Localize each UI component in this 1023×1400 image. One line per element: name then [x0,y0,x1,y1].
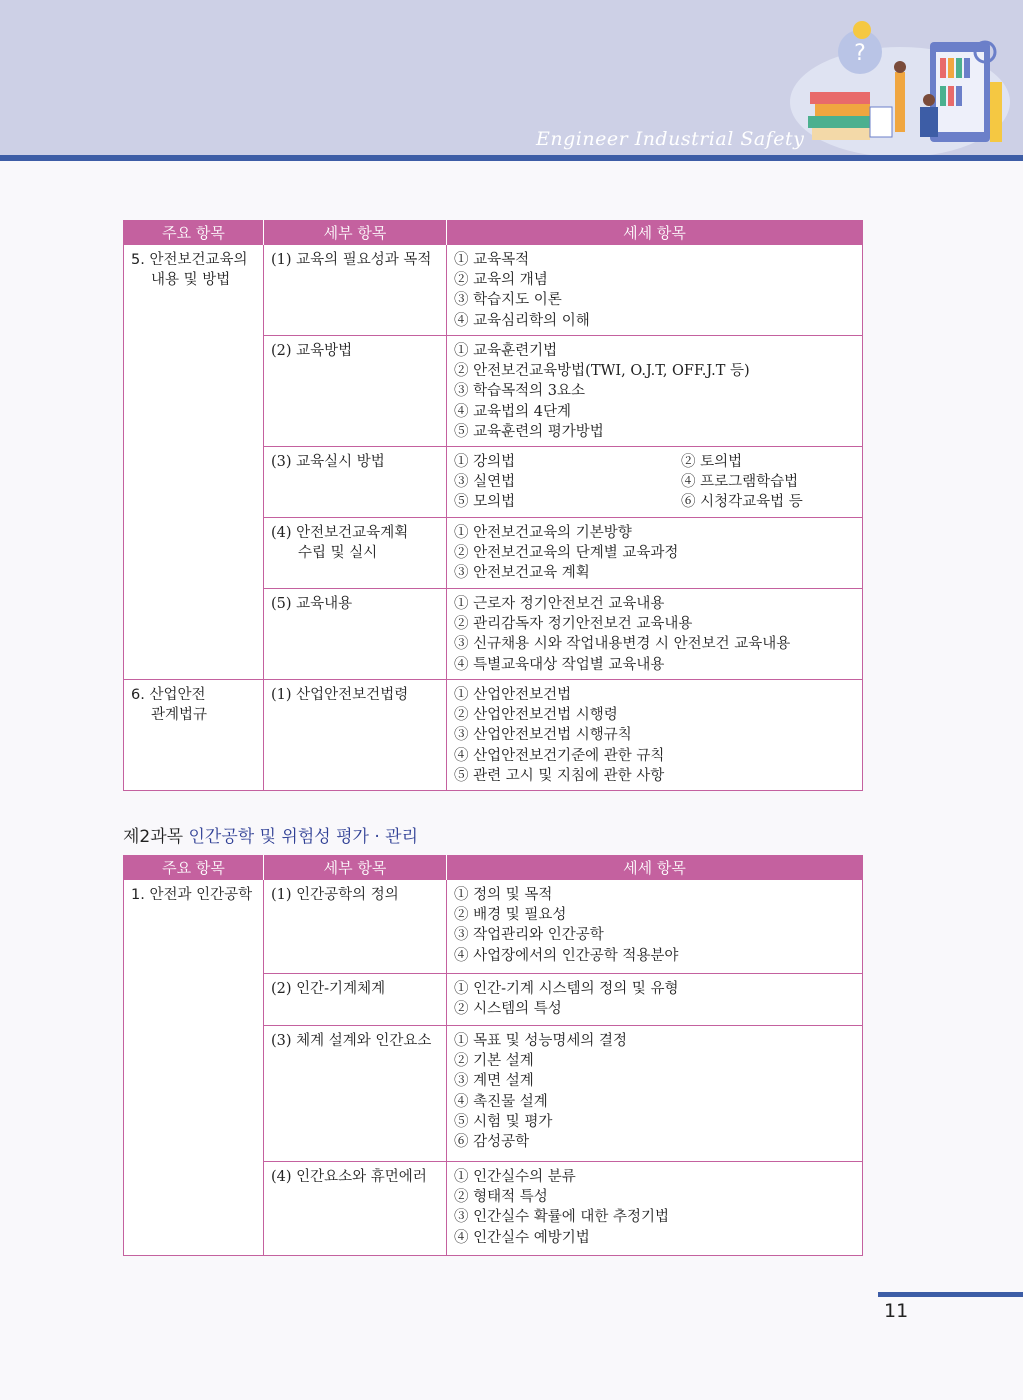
detail-item: ① 산업안전보건법 [454,687,572,704]
detail-item: ① 안전보건교육의 기본방향 [454,525,632,542]
sub-item-label: (4) 인간요소와 휴먼에러 [271,1169,427,1185]
detail-item-cell [447,880,863,974]
main-item-cell [124,880,264,1256]
detail-item: ② 관리감독자 정기안전보건 교육내용 [454,616,693,633]
sub-item-cell [264,680,447,791]
header-sub-item: 세부 항목 [264,220,447,245]
table-header-row [124,220,863,245]
detail-item: ① 정의 및 목적 [454,887,553,903]
detail-item: ④ 프로그램학습법 [681,474,799,491]
detail-grid [454,452,856,472]
syllabus-table-1 [123,220,863,791]
table-header-row [124,855,863,880]
table-row [124,680,863,791]
detail-item: ③ 산업안전보건법 시행규칙 [454,727,632,744]
sub-item-cell [264,447,447,518]
detail-item: ② 형태적 특성 [454,1189,548,1206]
header-main-item: 주요 항목 [124,220,264,245]
detail-item: ③ 학습목적의 3요소 [454,383,585,400]
detail-item: ③ 실연법 [454,474,516,491]
detail-item: ① 인간실수의 분류 [454,1169,576,1185]
main-item-cell [124,680,264,791]
main-item-label: 관계법규 [151,707,208,724]
study-illustration [780,12,1020,158]
detail-item: ③ 작업관리와 인간공학 [454,927,604,944]
main-item-label: 6. 산업안전 [131,687,206,704]
table-row [124,245,863,336]
detail-item: ③ 신규채용 시와 작업내용변경 시 안전보건 교육내용 [454,636,791,653]
detail-item: ⑥ 시청각교육법 등 [681,494,803,511]
main-item-label: 1. 안전과 인간공학 [131,887,253,903]
sub-item-label: (1) 산업안전보건법령 [271,687,409,704]
detail-item: ② 기본 설계 [454,1053,534,1070]
sub-item-cell [264,589,447,680]
detail-item-cell [447,589,863,680]
detail-item-cell [447,1026,863,1162]
detail-item: ⑤ 관련 고시 및 지침에 관한 사항 [454,767,665,784]
sub-item-label: (3) 체계 설계와 인간요소 [271,1033,432,1049]
detail-item-cell [447,1162,863,1256]
sub-item-cell [264,518,447,589]
header-title: Engineer Industrial Safety [536,128,805,150]
detail-item-cell [447,245,863,336]
detail-item: ① 인간-기계 시스템의 정의 및 유형 [454,981,679,997]
detail-item: ① 목표 및 성능명세의 결정 [454,1033,628,1049]
subject-heading [123,822,418,847]
main-item-label: 5. 안전보건교육의 [131,252,248,268]
detail-item: ② 교육의 개념 [454,272,548,289]
sub-item-label: 수립 및 실시 [298,545,378,562]
detail-item: ④ 산업안전보건기준에 관한 규칙 [454,747,665,764]
detail-item-cell [447,447,863,518]
sub-item-cell [264,336,447,447]
main-item-label: 내용 및 방법 [151,272,231,289]
detail-item: ② 토의법 [681,454,743,471]
footer-rule [878,1292,1023,1297]
header-detail-item: 세세 항목 [447,855,863,880]
sub-item-cell [264,1026,447,1162]
sub-item-label: (2) 인간-기계체계 [271,981,386,997]
sub-item-cell [264,1162,447,1256]
detail-item: ③ 인간실수 확률에 대한 추정기법 [454,1209,670,1226]
detail-item: ④ 인간실수 예방기법 [454,1229,590,1246]
detail-item: ③ 계면 설계 [454,1073,534,1090]
subject-number: 제2과목 [123,827,184,847]
detail-item: ② 시스템의 특성 [454,1001,562,1018]
header-sub-item: 세부 항목 [264,855,447,880]
sub-item-label: (1) 인간공학의 정의 [271,887,399,903]
detail-item-cell [447,974,863,1026]
detail-item: ⑤ 시험 및 평가 [454,1113,553,1130]
detail-item: ② 배경 및 필요성 [454,907,567,924]
header-rule [0,155,1023,161]
detail-item: ① 교육훈련기법 [454,343,558,359]
sub-item-cell [264,974,447,1026]
page-number: 11 [884,1300,909,1322]
detail-item: ④ 특별교육대상 작업별 교육내용 [454,656,665,673]
header-main-item: 주요 항목 [124,855,264,880]
header-detail-item: 세세 항목 [447,220,863,245]
detail-item: ④ 교육법의 4단계 [454,403,571,420]
detail-item: ① 교육목적 [454,252,530,268]
detail-item: ④ 사업장에서의 인간공학 적용분야 [454,947,679,964]
sub-item-label: (2) 교육방법 [271,343,353,359]
detail-item: ① 근로자 정기안전보건 교육내용 [454,596,665,613]
main-item-cell [124,245,264,680]
detail-item-cell [447,518,863,589]
sub-item-cell [264,245,447,336]
detail-item-cell [447,336,863,447]
syllabus-table-2 [123,855,863,1256]
sub-item-label: (4) 안전보건교육계획 [271,525,409,542]
sub-item-label: (1) 교육의 필요성과 목적 [271,252,432,268]
detail-item: ③ 학습지도 이론 [454,292,562,309]
detail-grid [454,472,856,492]
table-row [124,880,863,974]
sub-item-cell [264,880,447,974]
detail-item: ④ 교육심리학의 이해 [454,312,590,329]
detail-item: ② 안전보건교육의 단계별 교육과정 [454,545,679,562]
detail-item-cell [447,680,863,791]
detail-item: ⑥ 감성공학 [454,1134,530,1151]
subject-name: 인간공학 및 위험성 평가 · 관리 [188,827,418,847]
detail-item: ② 산업안전보건법 시행령 [454,707,618,724]
sub-item-label: (3) 교육실시 방법 [271,454,385,471]
detail-item: ② 안전보건교육방법(TWI, O.J.T, OFF.J.T 등) [454,363,750,380]
sub-item-label: (5) 교육내용 [271,596,353,613]
detail-grid [454,492,856,512]
svg-text:?: ? [854,41,866,66]
detail-item: ⑤ 교육훈련의 평가방법 [454,423,604,440]
detail-item: ⑤ 모의법 [454,494,516,511]
detail-item: ③ 안전보건교육 계획 [454,565,590,582]
detail-item: ④ 촉진물 설계 [454,1093,548,1110]
detail-item: ① 강의법 [454,454,516,471]
